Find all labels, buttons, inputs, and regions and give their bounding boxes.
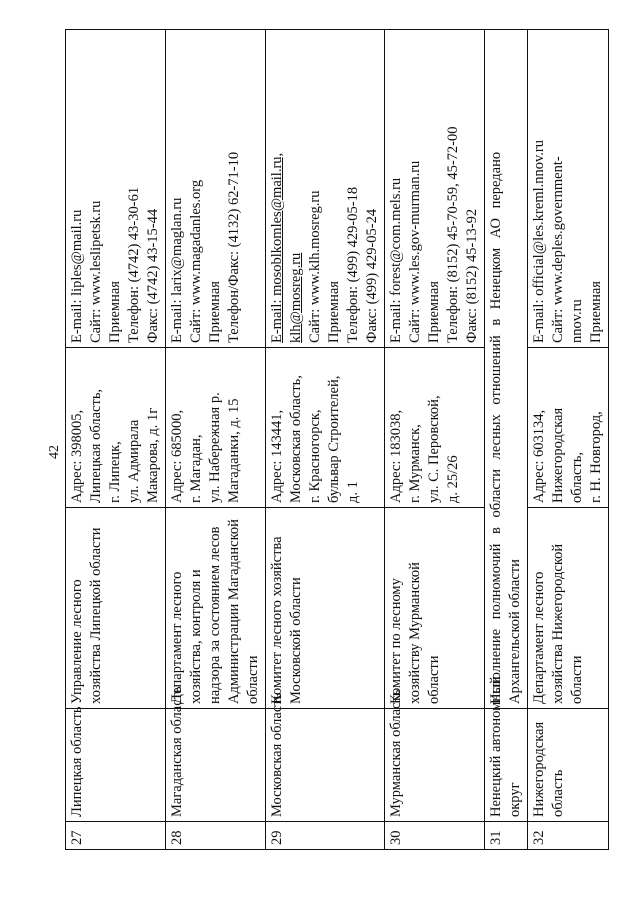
agency-cell [166, 508, 266, 709]
contacts-cell [66, 30, 166, 348]
agency-cell-line: Администрации Магаданской [226, 519, 242, 704]
address-cell-line: ул. С. Перовской, [426, 395, 442, 503]
contacts-cell-line: Факс: (4742) 43-15-44 [145, 208, 161, 343]
region-cell-line: округ [507, 782, 523, 817]
address-cell-line: Адрес: 143441, [269, 409, 285, 503]
page-number: 42 [47, 445, 62, 459]
contacts-cell-line: Сайт: www.deples.government- [550, 156, 566, 343]
row-number: 28 [166, 822, 266, 850]
address-cell-line: г. Магадан, [188, 434, 204, 503]
contacts-cell-line: Сайт: www.magadanles.org [188, 179, 204, 343]
agency-cell-line: хозяйства, контроля и [188, 569, 204, 704]
contacts-cell-line: E-mail: larix@maglan.ru [169, 197, 185, 343]
contacts-cell-line: E-mail: mosoblkomles@mail.ru, [269, 152, 285, 343]
agency-cell [528, 508, 609, 709]
address-cell [166, 348, 266, 508]
contacts-cell-line: Телефон/Факс: (4132) 62-71-10 [226, 151, 242, 343]
row-number: 32 [528, 822, 609, 850]
table-row [66, 30, 166, 850]
row-number: 27 [66, 822, 166, 850]
contacts-cell-line: Факс: (499) 429-05-24 [364, 208, 380, 343]
agency-cell-line: области [569, 655, 585, 704]
address-cell-line: ул. Адмирала [126, 419, 142, 503]
row-number: 31 [485, 822, 528, 850]
agency-cell-line: Департамент лесного [531, 571, 547, 704]
agency-cell-line: области [426, 655, 442, 704]
address-cell-line: Московская область, [288, 375, 304, 503]
table-row [528, 30, 609, 850]
row-number: 29 [266, 822, 385, 850]
address-cell-line: д. 1 [345, 481, 361, 503]
contacts-cell-line: klh@mosreg.ru [288, 252, 304, 343]
contacts-cell-line: Факс: (8152) 45-13-92 [464, 208, 480, 343]
contacts-cell-line: Сайт: www.klh.mosreg.ru [307, 190, 323, 343]
contacts-cell [166, 30, 266, 348]
address-cell-line: область, [569, 452, 585, 503]
address-cell-line: Магаданки, д. 15 [226, 398, 242, 503]
table-row [166, 30, 266, 850]
region-cell [385, 689, 485, 822]
contacts-cell-line: Приемная [326, 281, 342, 343]
region-cell [66, 706, 166, 822]
merged-note-cell [485, 30, 528, 709]
address-cell-line: Макарова, д. 1г [145, 407, 161, 503]
contacts-cell-line: Телефон: (499) 429-05-18 [345, 186, 361, 343]
agency-cell-line: Комитет по лесному [388, 578, 404, 704]
agency-cell-line: хозяйству Мурманской [407, 562, 423, 704]
merged-note-cell-line: Исполнение полномочий в области лесных отношений в Ненецком АО передано [488, 151, 504, 704]
region-cell-line: Московская область [269, 692, 285, 817]
agency-cell [66, 508, 166, 709]
address-cell-line: Липецкая область, [88, 388, 104, 503]
region-cell [266, 692, 385, 822]
contacts-cell-line: E-mail: liples@mail.ru [69, 209, 85, 343]
address-cell-line: Нижегородская [550, 407, 566, 503]
contacts-cell-line: Приемная [426, 281, 442, 343]
contacts-cell [528, 30, 609, 348]
address-cell-line: г. Мурманск, [407, 424, 423, 503]
address-cell-line: г. Липецк, [107, 441, 123, 503]
agency-cell-line: области [245, 655, 261, 704]
table-row [485, 30, 528, 850]
contacts-cell-line: Сайт: www.les.gov-murman.ru [407, 160, 423, 343]
agency-cell-line: Московской области [288, 577, 304, 704]
address-cell [66, 348, 166, 508]
contacts-cell-line: Телефон: (4742) 43-30-61 [126, 186, 142, 343]
contacts-cell [385, 30, 485, 348]
address-cell-line: Адрес: 183038, [388, 409, 404, 503]
contacts-cell-line: nnov.ru [569, 299, 585, 343]
address-cell-line: д. 25/26 [445, 455, 461, 503]
address-cell-line: ул. Набережная р. [207, 392, 223, 503]
region-cell-line: Магаданская область [169, 686, 185, 817]
region-cell-line: область [550, 769, 566, 817]
region-cell [166, 686, 266, 822]
region-cell-line: Нижегородская [531, 721, 547, 817]
merged-note-cell-line: Архангельской области [507, 559, 523, 704]
agency-cell-line: надзора за состоянием лесов [207, 526, 223, 704]
region-cell-line: Мурманская область [388, 689, 404, 817]
contacts-cell-line: E-mail: official@les.kreml.nnov.ru [531, 139, 547, 343]
row-number: 30 [385, 822, 485, 850]
address-cell-line: Адрес: 603134, [531, 409, 547, 503]
agency-cell [266, 508, 385, 709]
address-cell [528, 348, 609, 508]
address-cell-line: г. Н. Новгород, [588, 411, 604, 503]
contacts-cell-line: Сайт: www.leslipetsk.ru [88, 200, 104, 343]
agency-cell-line: Комитет лесного хозяйства [269, 536, 285, 704]
contacts-cell-line: Телефон: (8152) 45-70-59, 45-72-00 [445, 126, 461, 343]
agency-cell [385, 508, 485, 709]
region-cell-line: Ненецкий автономный [488, 676, 504, 817]
address-cell [385, 348, 485, 508]
contacts-cell-line: Приемная [207, 281, 223, 343]
forestry-agencies-table [65, 29, 609, 850]
contacts-cell-line: Приемная [588, 281, 604, 343]
region-cell [485, 676, 528, 822]
region-cell-line: Липецкая область [69, 706, 85, 817]
address-cell-line: Адрес: 685000, [169, 409, 185, 503]
contacts-cell [266, 30, 385, 348]
address-cell-line: Адрес: 398005, [69, 409, 85, 503]
address-cell [266, 348, 385, 508]
contacts-cell-line: Приемная [107, 281, 123, 343]
agency-cell-line: Департамент лесного [169, 571, 185, 704]
agency-cell-line: хозяйства Липецкой области [88, 527, 104, 704]
agency-cell-line: хозяйства Нижегородской [550, 543, 566, 704]
address-cell-line: бульвар Строителей, [326, 375, 342, 503]
agency-cell-line: Управление лесного [69, 579, 85, 704]
address-cell-line: г. Красногорск, [307, 409, 323, 503]
contacts-cell-line: E-mail: forest@com.mels.ru [388, 177, 404, 343]
table-row [266, 30, 385, 850]
landscape-sheet [65, 30, 604, 850]
region-cell [528, 709, 609, 822]
table-row [385, 30, 485, 850]
